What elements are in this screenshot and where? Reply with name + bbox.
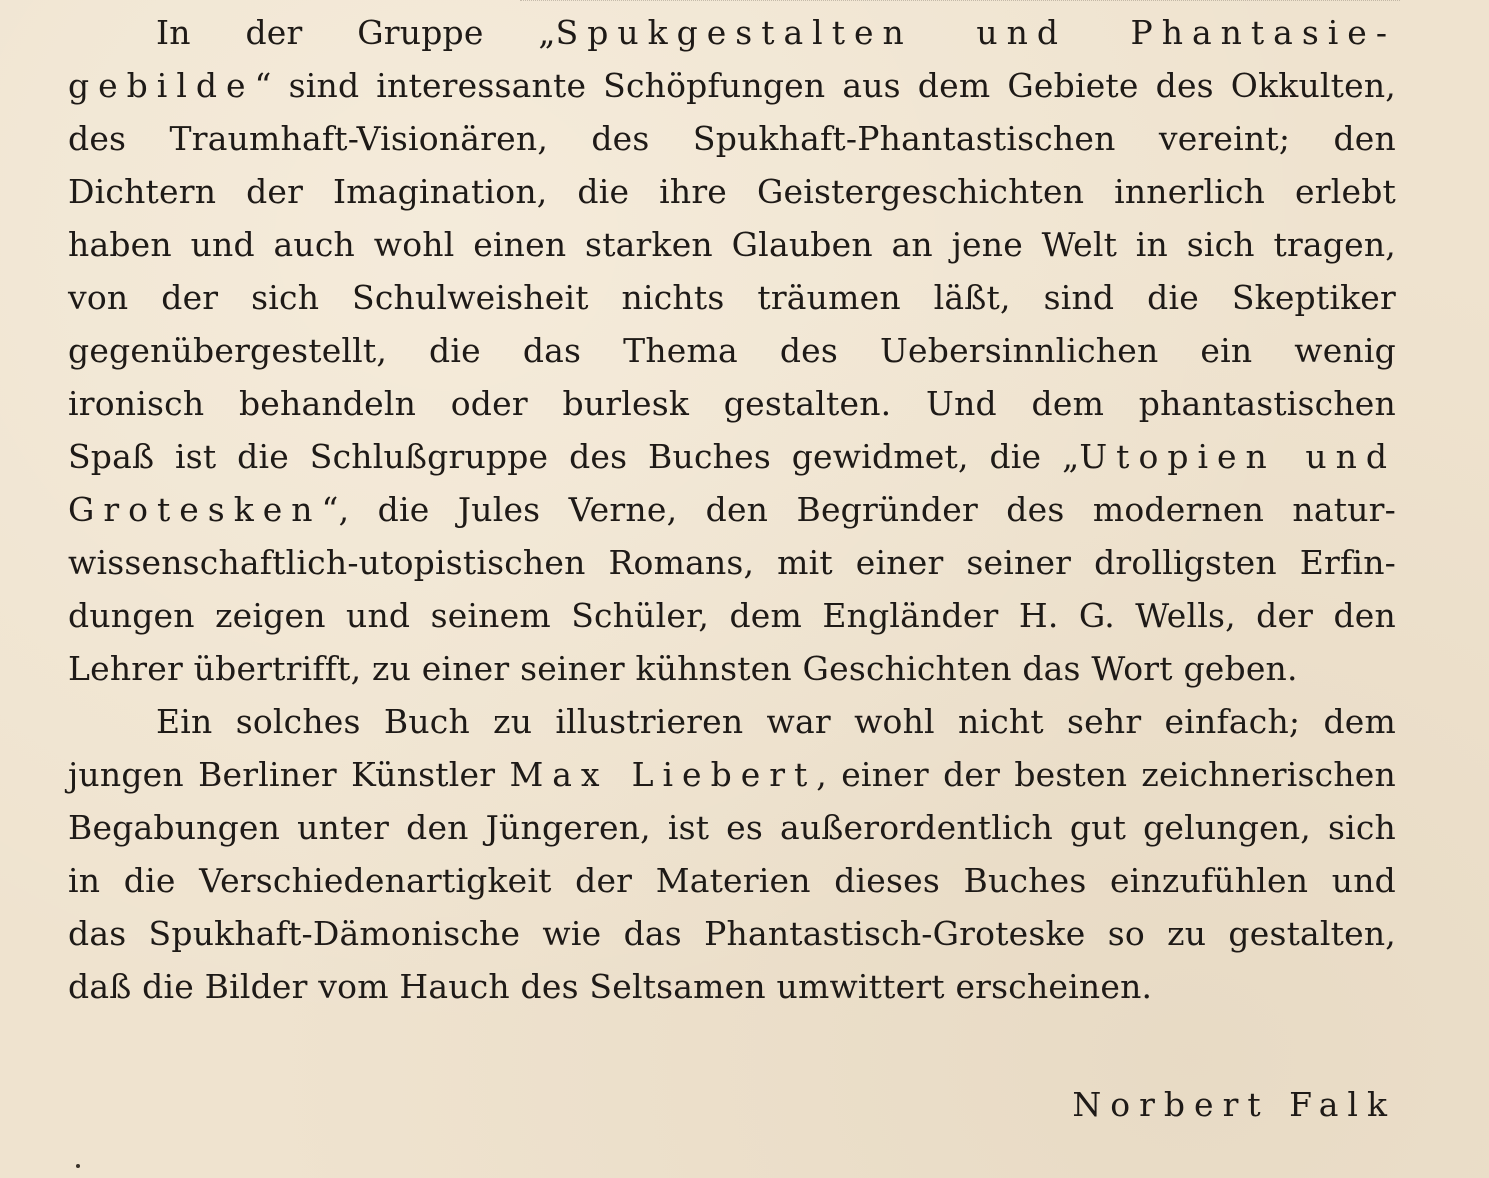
text-line: daß die Bilder vom Hauch des Seltsamen umwittert erscheinen. [68,967,1153,1006]
text-line: Dichtern der Imagination, die ihre Geistergeschichten innerlich erlebt [68,172,1396,211]
text-line: von der sich Schulweisheit nichts träumen läßt, sind die Skeptiker [68,278,1396,317]
text-run: Spaß ist die Schlußgruppe des Buches gewidmet, die „ [68,437,1080,476]
text-line [68,430,1396,483]
text-line: in die Verschiedenartigkeit der Materien dieses Buches einzufühlen und [68,861,1396,900]
text-run: jungen Berliner Künstler [68,755,510,794]
text-line: Begabungen unter den Jüngeren, ist es außerordentlich gut gelungen, sich [68,808,1396,847]
text-line: dungen zeigen und seinem Schüler, dem Engländer H. G. Wells, der den [68,596,1396,635]
text-line [68,483,1396,536]
page-speck [76,1164,80,1168]
spaced-title: Grotesken [68,490,322,529]
spaced-title: Utopien und [1079,437,1396,476]
spaced-name: Max Liebert [509,755,817,794]
text-line [68,59,1396,112]
spaced-title: gebilde [68,66,255,105]
spaced-title: Spukgestalten und Phantasie- [555,13,1396,52]
text-run: , einer der besten zeichnerischen [816,755,1396,794]
text-line: wissenschaftlich-utopistischen Romans, mit einer seiner drolligsten Erfin- [68,543,1396,582]
author-signature: Norbert Falk [1072,1085,1396,1124]
body-text [68,6,1396,1013]
text-line: Lehrer übertrifft, zu einer seiner kühnsten Geschichten das Wort geben. [68,649,1298,688]
text-line: das Spukhaft-Dämonische wie das Phantastisch-Groteske so zu gestalten, [68,914,1396,953]
text-line: gegenübergestellt, die das Thema des Uebersinnlichen ein wenig [68,331,1396,370]
previous-line-fragment [520,0,1400,1]
text-run: “ sind interessante Schöpfungen aus dem Gebiete des Okkulten, [254,66,1396,105]
text-line [68,748,1396,801]
text-line: ironisch behandeln oder burlesk gestalten. Und dem phantastischen [68,384,1396,423]
text-run: In der Gruppe „ [156,13,556,52]
text-run: “, die Jules Verne, den Begründer des modernen natur- [321,490,1396,529]
text-line: Ein solches Buch zu illustrieren war wohl nicht sehr einfach; dem [156,702,1396,741]
text-line: des Traumhaft-Visionären, des Spukhaft-Phantastischen vereint; den [68,119,1396,158]
text-line [68,6,1396,59]
text-line: haben und auch wohl einen starken Glauben an jene Welt in sich tragen, [68,225,1396,264]
